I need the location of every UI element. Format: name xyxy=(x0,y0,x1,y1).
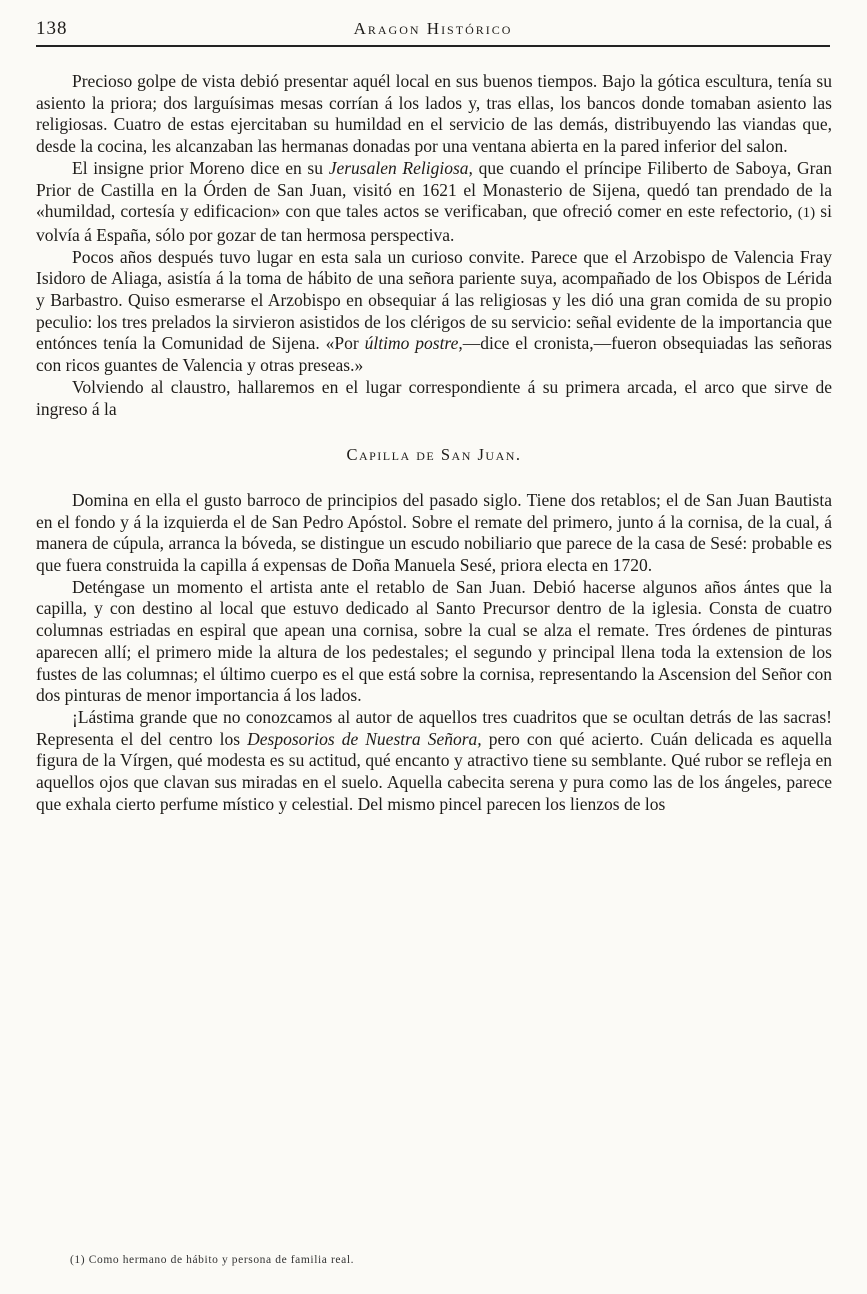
paragraph-prior-moreno: El insigne prior Moreno dice en su Jerusalen Religiosa, que cuando el príncipe Filiberto de Saboya, Gran Prior de Castilla en la Órden de San Juan, visitó en 1621 el Monasterio de Sijena, quedó tan prendado de la «humildad, cortesía y edificacion» con que tales actos se verificaban, que ofreció comer en este refectorio, (1) si volvía á España, sólo por gozar de tan hermosa perspectiva. xyxy=(36,157,832,245)
paragraph-paintings: ¡Lástima grande que no conozcamos al autor de aquellos tres cuadritos que se ocultan detrás de las sacras! Representa el del centro los Desposorios de Nuestra Señora, pero con qué acierto. Cuán delicada es aquella figura de la Vírgen, qué modesta es su actitud, qué encanto y atractivo tiene su semblante. Qué rubor se refleja en aquellos ojos que clavan sus miradas en el suelo. Aquella cabecita serena y pura como las de los ángeles, parece que exhala cierto perfume místico y celestial. Del mismo pincel parecen los lienzos de los xyxy=(36,706,832,814)
paragraph-altarpiece: Deténgase un momento el artista ante el retablo de San Juan. Debió hacerse algunos años ántes que la capilla, y con destino al local que estuvo dedicado al Santo Precursor dentro de la iglesia. Consta de cuatro columnas estriadas en espiral que apean una cornisa, sobre la cual se alza el remate. Tres órdenes de pinturas aparecen allí; el primero mide la altura de los pedestales; el segundo y principal llena toda la extension de los fustes de las columnas; el último cuerpo es el que está sobre la cornisa, representando la Ascension del Señor con dos pinturas de menor importancia á los lados. xyxy=(36,576,832,706)
book-title-italic: Jerusalen Religiosa, xyxy=(328,157,473,178)
footnote-reference: (1) xyxy=(797,205,816,222)
page-number: 138 xyxy=(36,18,68,39)
running-title: Aragon Histórico xyxy=(353,19,513,38)
paragraph-banquet: Pocos años después tuvo lugar en esta sala un curioso convite. Parece que el Arzobispo de Valencia Fray Isidoro de Aliaga, asistía á la toma de hábito de una señora pariente suya, acompañado de los Obispos de Lérida y Barbastro. Quiso esmerarse el Arzobispo en obsequiar á las religiosas y les dió una gran comida de su propio peculio: los tres prelados la sirvieron asistidos de los clérigos de su servicio: señal evidente de la importancia que entónces tenía la Comunidad de Sijena. «Por último postre,—dice el cronista,—fueron obsequiadas las señoras con ricos guantes de Valencia y otras preseas.» xyxy=(36,246,832,376)
paragraph-refectory-view: Precioso golpe de vista debió presentar aquél local en sus buenos tiempos. Bajo la gótica escultura, tenía su asiento la priora; dos larguísimas mesas corrían á los lados y, tras ellas, los bancos donde tomaban asiento las religiosas. Cuatro de estas ejercitaban su humildad en el servicio de las demás, distribuyendo las viandas que, desde la cocina, les alcanzaban las hermanas donadas por una ventana abierta en la pared inferior del salon. xyxy=(36,71,832,157)
paragraph-chapel-style: Domina en ella el gusto barroco de principios del pasado siglo. Tiene dos retablos; el de San Juan Bautista en el fondo y á la izquierda el de San Pedro Apóstol. Sobre el remate del primero, junto á la cornisa, de la cual, á manera de cúpula, arranca la bóveda, se distingue un escudo nobiliario que parece de la casa de Sesé: probable es que fuera construida la capilla á expensas de Doña Manuela Sesé, priora electa en 1720. xyxy=(36,489,832,576)
page-header xyxy=(36,16,830,44)
quoted-phrase-italic: último postre, xyxy=(364,333,463,354)
paragraph-cloister: Volviendo al claustro, hallaremos en el lugar correspondiente á su primera arcada, el arco que sirve de ingreso á la xyxy=(36,376,832,419)
footnote-text: Como hermano de hábito y persona de familia real. xyxy=(88,1254,355,1266)
section-title: Capilla de San Juan. xyxy=(346,445,522,465)
footnote-marker: (1) xyxy=(70,1254,86,1266)
painting-title-italic: Desposorios de Nuestra Señora, xyxy=(247,728,482,749)
footnote xyxy=(70,1254,354,1266)
header-rule xyxy=(36,45,830,47)
body-text xyxy=(36,71,832,816)
